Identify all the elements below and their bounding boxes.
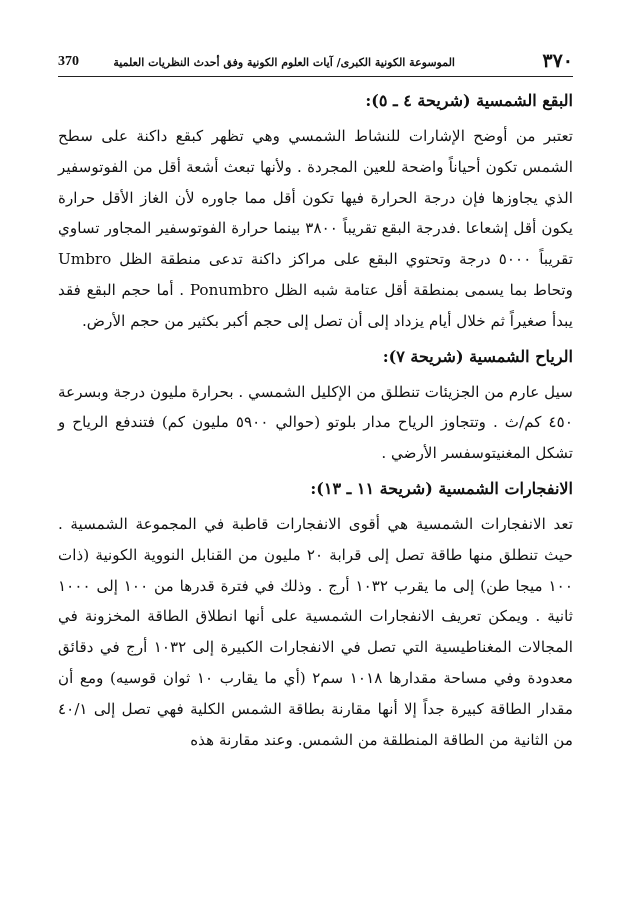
running-head-title: الموسوعة الكونية الكبرى/ آيات العلوم الكونية وفق أحدث النظريات العلمية [113,56,455,69]
running-head [58,48,573,77]
page-content [58,87,573,755]
section-heading-sunspots: البقع الشمسية (شريحة ٤ ـ ٥): [365,91,573,110]
section-paragraph-solar-wind: سيل عارم من الجزيئات تنطلق من الإكليل الشمسي . بحرارة مليون درجة وبسرعة ٤٥٠ كم/ث . وتتجاوز الرياح مدار بلوتو (حوالي ٥٩٠٠ مليون كم) فتندفع الرياح و تشكل المغنيتوسفسر الأرضي . [58,382,573,463]
section-paragraph-sunspots: تعتبر من أوضح الإشارات للنشاط الشمسي وهي تظهر كبقع داكنة على سطح الشمس تكون أحياناً واضحة للعين المجردة . ولأنها تبعث أشعة أقل من الفوتوسفير الذي يجاوزها فإن درجة الحرارة فيها تكون أقل مما جاوره لأن الغاز الأقل حرارة يكون أقل إشعاعا .فدرجة البقع تقريباً ٣٨٠٠ بينما حرارة الفوتوسفير المجاور تساوي تقريباً ٥٠٠٠ درجة وتحتوي البقع على مراكز داكنة تدعى منطقة الظل Umbro وتحاط بما يسمى بمنطقة أقل عتامة شبه الظل Ponumbro . أما حجم البقع فقد يبدأ صغيراً ثم خلال أيام يزداد إلى أن تصل إلى حجم أكبر بكثير من حجم الأرض. [58,127,574,330]
book-page [58,48,573,908]
section-heading-solar-flares: الانفجارات الشمسية (شريحة ١١ ـ ١٣): [310,478,573,498]
section-paragraph-solar-flares: تعد الانفجارات الشمسية هي أقوى الانفجارات قاطبة في المجموعة الشمسية . حيث تنطلق منها طاقة تصل إلى قرابة ٢٠ مليون من القنابل النووية الكونية (ذات ١٠٠ ميجا طن) إلى ما يقرب ١٠٣٢ أرج . وذلك في فترة قدرها من ١٠٠ إلى ١٠٠٠ ثانية . ويمكن تعريف الانفجارات الشمسية على أنها انطلاق الطاقة المخزونة في المجالات المغناطيسية التي تصل في الانفجارات الكبيرة إلى ١٠٣٢ أرج في دقائق معدودة وفي مساحة مقدارها ١٠١٨ سم٢ (أي ما يقارب ١٠ ثوان قوسيه) ومع أن مقدار الطاقة كبيرة جداً إلا أنها مقارنة بطاقة الشمس الكلية فهي تصل إلى ٤٠/١ من الثانية من الطاقة المنطلقة من الشمس. وعند مقارنة هذه [58,514,573,749]
page-number-latin: 370 [58,54,79,69]
page-number-arabic: ٣٧٠ [542,50,573,72]
section-heading-solar-wind: الرياح الشمسية (شريحة ٧): [382,346,573,366]
